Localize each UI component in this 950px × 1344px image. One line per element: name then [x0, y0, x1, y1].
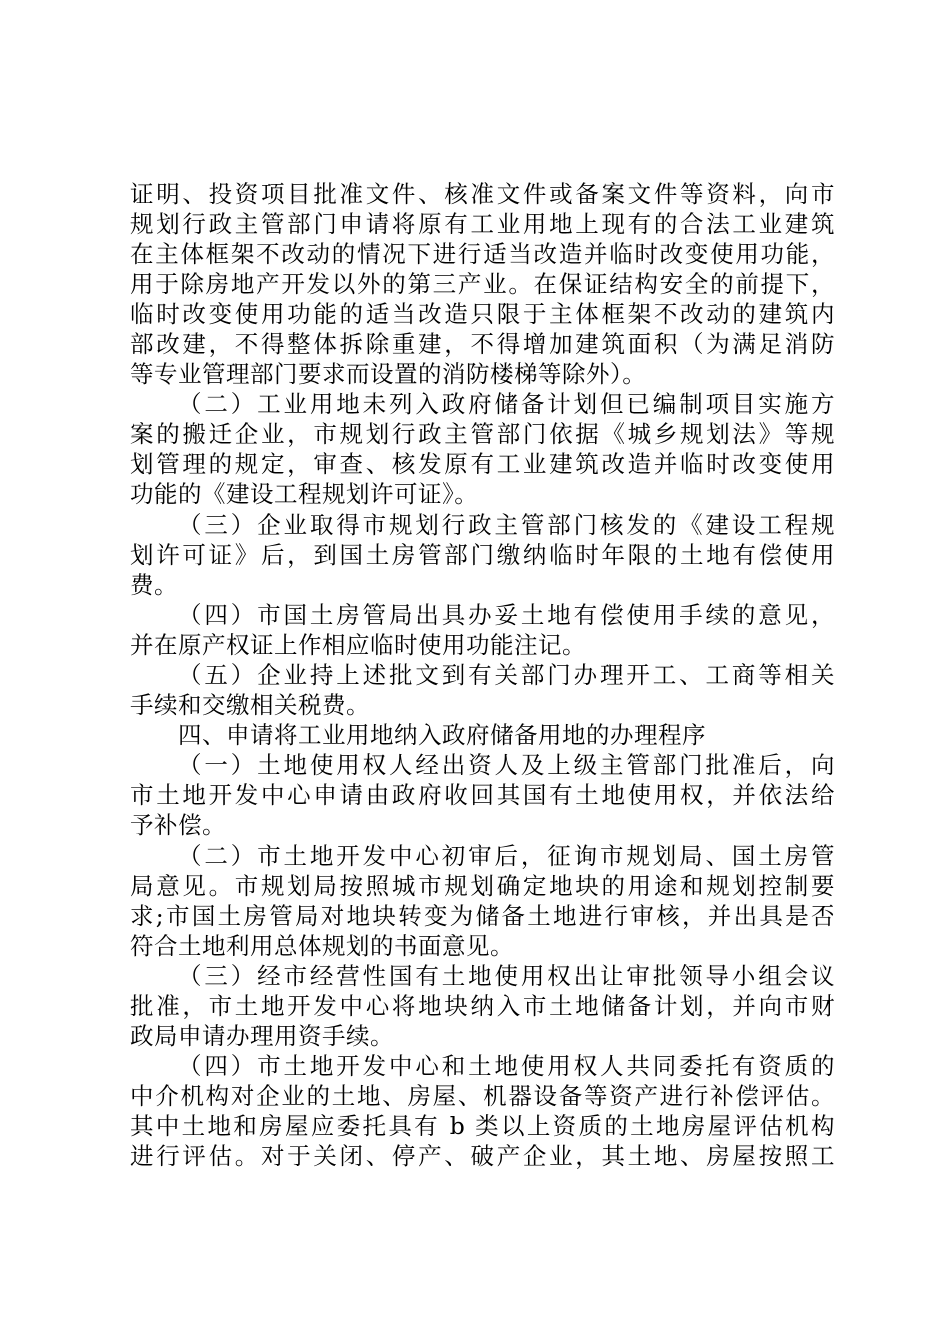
text-line: 等专业管理部门要求而设置的消防楼梯等除外）。	[130, 360, 647, 388]
paragraph-first-line: （四）市土地开发中心和土地使用权人共同委托有资质的	[178, 1052, 835, 1080]
text-line: 在主体框架不改动的情况下进行适当改造并临时改变使用功能，	[130, 240, 835, 268]
text-line: 其中土地和房屋应委托具有 b 类以上资质的土地房屋评估机构	[130, 1112, 835, 1140]
text-line: 划许可证》后，到国土房管部门缴纳临时年限的土地有偿使用	[130, 541, 835, 569]
text-line: 部改建，不得整体拆除重建，不得增加建筑面积（为满足消防	[130, 330, 835, 358]
text-line: 市土地开发中心申请由政府收回其国有土地使用权，并依法给	[130, 781, 835, 809]
text-line: 并在原产权证上作相应临时使用功能注记。	[130, 631, 586, 659]
text-line: 规划行政主管部门申请将原有工业用地上现有的合法工业建筑	[130, 210, 835, 238]
section-heading: 四、申请将工业用地纳入政府储备用地的办理程序	[178, 721, 706, 749]
paragraph-first-line: （三）企业取得市规划行政主管部门核发的《建设工程规	[178, 511, 835, 539]
text-line: 中介机构对企业的土地、房屋、机器设备等资产进行补偿评估。	[130, 1082, 835, 1110]
text-line: 划管理的规定，审查、核发原有工业建筑改造并临时改变使用	[130, 450, 835, 478]
text-line: 予补偿。	[130, 811, 226, 839]
text-line: 临时改变使用功能的适当改造只限于主体框架不改动的建筑内	[130, 300, 835, 328]
text-line: 进行评估。对于关闭、停产、破产企业，其土地、房屋按照工	[130, 1142, 835, 1170]
text-line: 符合土地利用总体规划的书面意见。	[130, 932, 514, 960]
text-line: 手续和交缴相关税费。	[130, 691, 370, 719]
text-line: 用于除房地产开发以外的第三产业。在保证结构安全的前提下，	[130, 270, 835, 298]
text-line: 求;市国土房管局对地块转变为储备土地进行审核，并出具是否	[130, 902, 835, 930]
text-line: 政局申请办理用资手续。	[130, 1022, 394, 1050]
text-line: 证明、投资项目批准文件、核准文件或备案文件等资料，向市	[130, 180, 835, 208]
text-line: 局意见。市规划局按照城市规划确定地块的用途和规划控制要	[130, 872, 835, 900]
text-line: 功能的《建设工程规划许可证》。	[130, 480, 479, 508]
paragraph-first-line: （一）土地使用权人经出资人及上级主管部门批准后，向	[178, 751, 835, 779]
paragraph-first-line: （二）工业用地未列入政府储备计划但已编制项目实施方	[178, 390, 835, 418]
paragraph-first-line: （三）经市经营性国有土地使用权出让审批领导小组会议	[178, 962, 835, 990]
text-line: 批准，市土地开发中心将地块纳入市土地储备计划，并向市财	[130, 992, 835, 1020]
paragraph-first-line: （五）企业持上述批文到有关部门办理开工、工商等相关	[178, 661, 835, 689]
paragraph-first-line: （四）市国土房管局出具办妥土地有偿使用手续的意见，	[178, 601, 835, 629]
paragraph-first-line: （二）市土地开发中心初审后，征询市规划局、国土房管	[178, 842, 835, 870]
text-line: 案的搬迁企业，市规划行政主管部门依据《城乡规划法》等规	[130, 420, 835, 448]
text-line: 费。	[130, 571, 178, 599]
